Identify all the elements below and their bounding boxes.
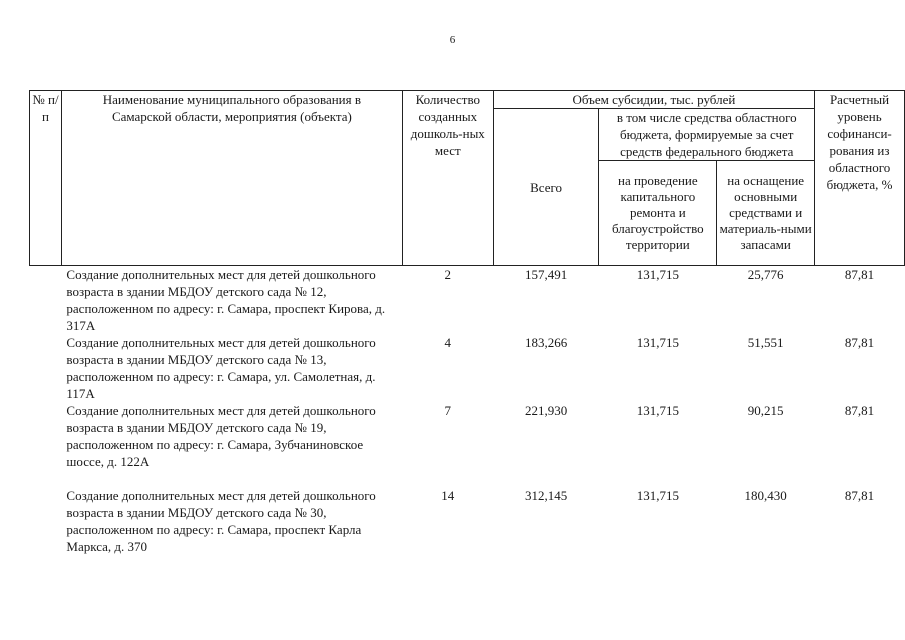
row-rate: 87,81 — [844, 267, 875, 282]
row-places: 7 — [444, 403, 452, 418]
row-equipment: 180,430 — [744, 488, 787, 503]
row-num-cell — [30, 402, 62, 487]
row-equipment: 51,551 — [747, 335, 784, 350]
row-num-cell — [30, 487, 62, 572]
row-total: 221,930 — [524, 403, 568, 418]
header-federal: в том числе средства областного бюджета, формируемые за счет средств федерального бюджета — [599, 109, 815, 161]
row-repair: 131,715 — [636, 335, 679, 350]
row-rate: 87,81 — [844, 488, 875, 503]
subsidy-table — [29, 90, 905, 572]
row-name: Создание дополнительных мест для детей дошкольного возраста в здании МБДОУ детского сада № 19, расположенном по адресу: г. Самара, Зубчаниновское шоссе, д. 122А — [66, 403, 376, 469]
table-row — [30, 266, 905, 335]
row-places: 14 — [441, 488, 455, 503]
row-total: 157,491 — [524, 267, 568, 282]
row-total: 183,266 — [524, 335, 568, 350]
row-repair: 131,715 — [636, 488, 679, 503]
row-places: 4 — [444, 335, 452, 350]
header-repair: на проведение капитального ремонта и благоустройство территории — [599, 161, 717, 266]
row-num-cell — [30, 334, 62, 402]
table-row — [30, 487, 905, 572]
row-rate: 87,81 — [844, 335, 875, 350]
row-name: Создание дополнительных мест для детей дошкольного возраста в здании МБДОУ детского сада № 13, расположенном по адресу: г. Самара, ул. Самолетная, д. 117А — [66, 335, 376, 401]
row-places: 2 — [444, 267, 452, 282]
header-total: Всего — [493, 109, 599, 266]
table-row — [30, 334, 905, 402]
row-num-cell — [30, 266, 62, 335]
header-num: № п/п — [30, 91, 62, 266]
row-repair: 131,715 — [636, 403, 679, 418]
header-rate: Расчетный уровень софинанси-рования из областного бюджета, % — [815, 91, 905, 266]
row-total: 312,145 — [524, 488, 568, 503]
row-equipment: 90,215 — [747, 403, 784, 418]
row-equipment: 25,776 — [747, 267, 784, 282]
table-row — [30, 402, 905, 487]
row-repair: 131,715 — [636, 267, 679, 282]
page-number: 6 — [449, 34, 456, 46]
header-subsidy: Объем субсидии, тыс. рублей — [493, 91, 814, 109]
row-name: Создание дополнительных мест для детей дошкольного возраста в здании МБДОУ детского сада № 30, расположенном по адресу: г. Самара, проспект Карла Маркса, д. 370 — [66, 488, 376, 554]
row-rate: 87,81 — [844, 403, 875, 418]
row-name: Создание дополнительных мест для детей дошкольного возраста в здании МБДОУ детского сада № 12, расположенном по адресу: г. Самара, проспект Кирова, д. 317А — [66, 267, 386, 333]
header-name: Наименование муниципального образования в Самарской области, мероприятия (объекта) — [61, 91, 402, 266]
header-equipment: на оснащение основными средствами и материаль-ными запасами — [717, 161, 815, 266]
header-places: Количество созданных дошколь-ных мест — [402, 91, 493, 266]
